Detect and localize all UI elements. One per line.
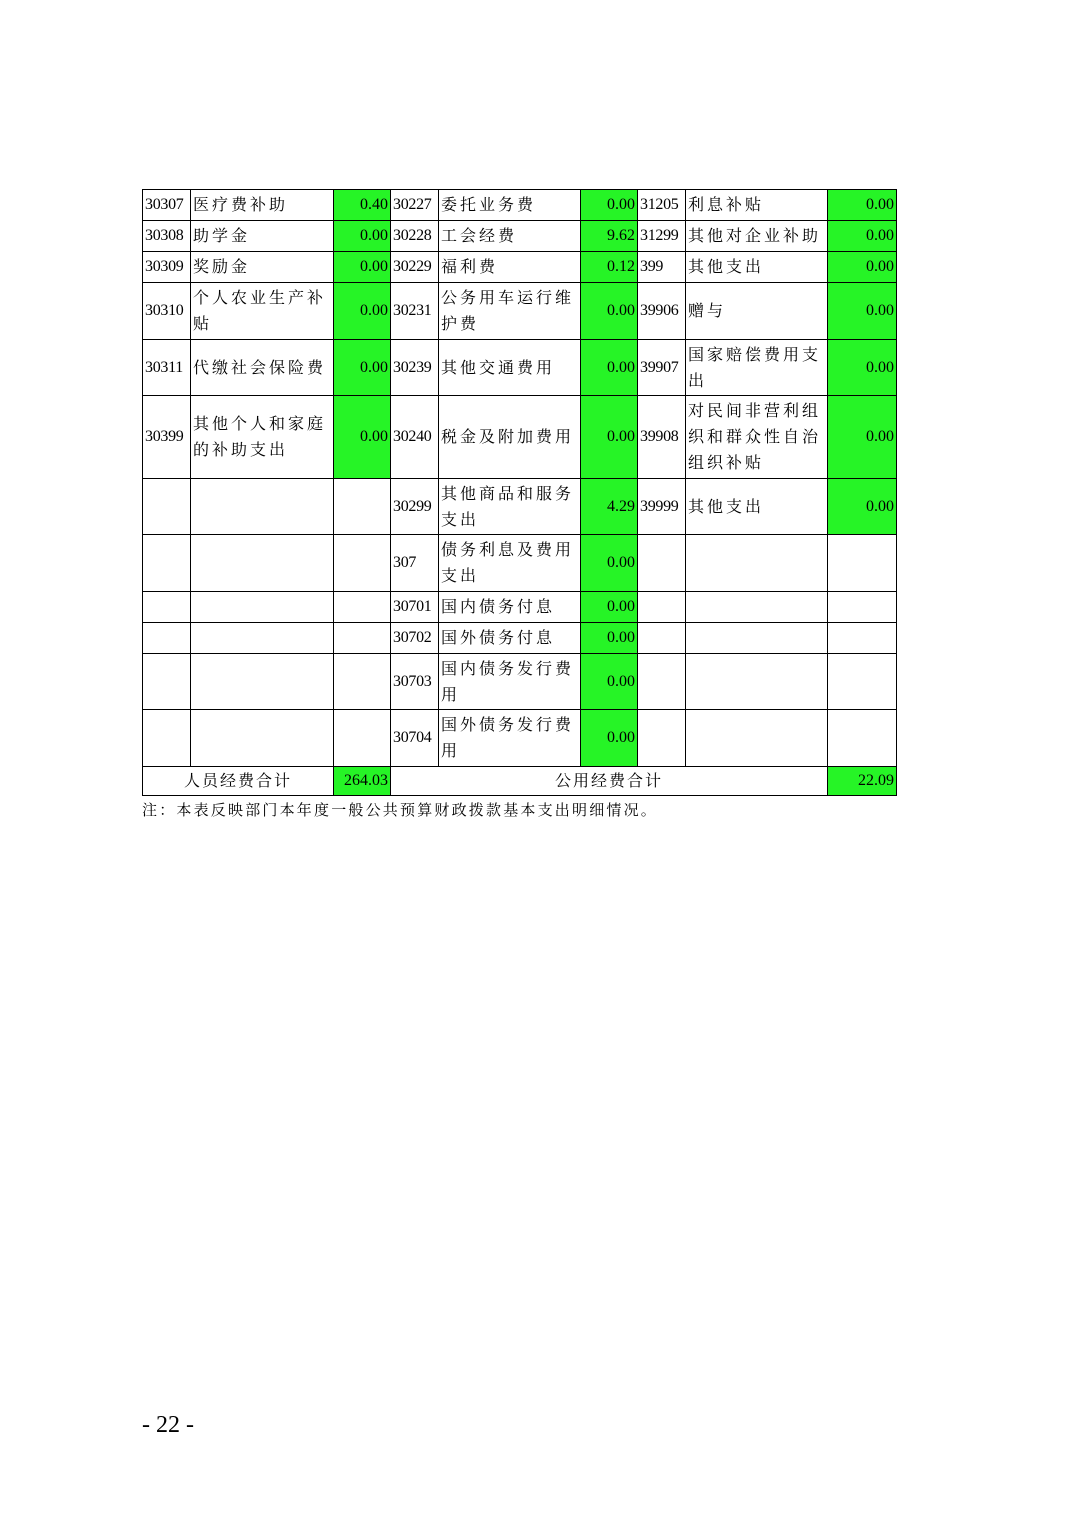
item-code: 30702: [391, 623, 439, 654]
item-amount: 0.00: [581, 623, 638, 654]
item-amount: 0.00: [828, 252, 897, 283]
item-name: 医疗费补助: [191, 190, 334, 221]
item-amount: [828, 654, 897, 710]
item-code: [143, 623, 191, 654]
item-amount: 0.40: [334, 190, 391, 221]
item-code: 399: [638, 252, 686, 283]
item-name: 国内债务付息: [439, 592, 581, 623]
item-name: [191, 479, 334, 535]
budget-detail-table: [142, 189, 897, 796]
item-code: [638, 592, 686, 623]
item-code: 30239: [391, 340, 439, 396]
item-code: 30299: [391, 479, 439, 535]
item-code: [638, 623, 686, 654]
table-row: [143, 283, 897, 340]
item-name: 其他交通费用: [439, 340, 581, 396]
table-row: [143, 535, 897, 592]
personnel-total-value: 264.03: [334, 767, 391, 796]
item-code: 39906: [638, 283, 686, 340]
item-name: 国家赔偿费用支出: [686, 340, 828, 396]
item-code: [143, 654, 191, 710]
item-amount: [828, 623, 897, 654]
public-total-label: 公用经费合计: [391, 767, 828, 796]
item-code: 30229: [391, 252, 439, 283]
item-amount: 0.00: [581, 710, 638, 767]
public-total-value: 22.09: [828, 767, 897, 796]
item-name: 国外债务发行费用: [439, 710, 581, 767]
item-code: 307: [391, 535, 439, 592]
item-amount: 0.12: [581, 252, 638, 283]
table-row: [143, 221, 897, 252]
item-code: 31299: [638, 221, 686, 252]
item-name: 税金及附加费用: [439, 396, 581, 479]
item-name: [686, 710, 828, 767]
item-code: [143, 710, 191, 767]
item-name: [686, 623, 828, 654]
item-amount: 0.00: [828, 190, 897, 221]
item-amount: 0.00: [581, 190, 638, 221]
item-amount: 0.00: [581, 654, 638, 710]
item-name: [191, 710, 334, 767]
item-name: 委托业务费: [439, 190, 581, 221]
item-name: 国内债务发行费用: [439, 654, 581, 710]
table-row: [143, 623, 897, 654]
item-amount: [334, 710, 391, 767]
item-name: 债务利息及费用支出: [439, 535, 581, 592]
item-name: 个人农业生产补贴: [191, 283, 334, 340]
item-amount: [334, 623, 391, 654]
page-number: - 22 -: [142, 1412, 194, 1438]
item-code: [638, 654, 686, 710]
item-name: 其他个人和家庭的补助支出: [191, 396, 334, 479]
item-code: 30309: [143, 252, 191, 283]
table-row: [143, 654, 897, 710]
item-amount: [828, 592, 897, 623]
item-name: 其他支出: [686, 479, 828, 535]
totals-row: [143, 767, 897, 796]
item-name: 奖励金: [191, 252, 334, 283]
item-name: 工会经费: [439, 221, 581, 252]
item-code: 39907: [638, 340, 686, 396]
item-amount: 0.00: [828, 283, 897, 340]
item-amount: [828, 535, 897, 592]
item-amount: 0.00: [581, 535, 638, 592]
item-name: [191, 592, 334, 623]
item-code: 30307: [143, 190, 191, 221]
item-name: [191, 654, 334, 710]
item-name: [191, 623, 334, 654]
item-amount: 0.00: [581, 340, 638, 396]
table-row: [143, 190, 897, 221]
item-code: 39999: [638, 479, 686, 535]
item-code: 30399: [143, 396, 191, 479]
table-row: [143, 710, 897, 767]
item-code: 30227: [391, 190, 439, 221]
item-amount: [828, 710, 897, 767]
item-amount: 0.00: [581, 592, 638, 623]
item-amount: 0.00: [581, 396, 638, 479]
personnel-total-label: 人员经费合计: [143, 767, 334, 796]
item-code: 30228: [391, 221, 439, 252]
item-code: 30310: [143, 283, 191, 340]
item-name: [686, 535, 828, 592]
item-amount: 0.00: [828, 396, 897, 479]
item-amount: [334, 479, 391, 535]
item-name: 福利费: [439, 252, 581, 283]
table-row: [143, 592, 897, 623]
item-code: 30704: [391, 710, 439, 767]
item-code: 30231: [391, 283, 439, 340]
item-code: 30703: [391, 654, 439, 710]
item-code: [143, 479, 191, 535]
table-note: 注：本表反映部门本年度一般公共预算财政拨款基本支出明细情况。: [142, 801, 659, 819]
item-code: 30240: [391, 396, 439, 479]
item-name: [686, 592, 828, 623]
item-code: [638, 710, 686, 767]
item-amount: [334, 654, 391, 710]
item-code: [143, 535, 191, 592]
item-name: 其他商品和服务支出: [439, 479, 581, 535]
item-amount: 0.00: [334, 221, 391, 252]
table-row: [143, 396, 897, 479]
item-code: [638, 535, 686, 592]
item-amount: 0.00: [334, 396, 391, 479]
item-name: 公务用车运行维护费: [439, 283, 581, 340]
table-row: [143, 479, 897, 535]
item-amount: 4.29: [581, 479, 638, 535]
item-name: 代缴社会保险费: [191, 340, 334, 396]
item-code: 39908: [638, 396, 686, 479]
item-amount: 0.00: [828, 221, 897, 252]
item-amount: 9.62: [581, 221, 638, 252]
item-code: 30308: [143, 221, 191, 252]
item-code: 31205: [638, 190, 686, 221]
item-name: 利息补贴: [686, 190, 828, 221]
item-name: 其他支出: [686, 252, 828, 283]
item-name: [686, 654, 828, 710]
item-amount: 0.00: [828, 479, 897, 535]
item-name: 对民间非营利组织和群众性自治组织补贴: [686, 396, 828, 479]
item-amount: 0.00: [334, 252, 391, 283]
item-amount: 0.00: [581, 283, 638, 340]
item-code: 30701: [391, 592, 439, 623]
item-name: [191, 535, 334, 592]
item-amount: [334, 592, 391, 623]
item-amount: 0.00: [334, 283, 391, 340]
table-row: [143, 252, 897, 283]
item-amount: 0.00: [334, 340, 391, 396]
table-row: [143, 340, 897, 396]
item-amount: 0.00: [828, 340, 897, 396]
item-code: 30311: [143, 340, 191, 396]
item-amount: [334, 535, 391, 592]
item-name: 国外债务付息: [439, 623, 581, 654]
item-name: 赠与: [686, 283, 828, 340]
item-code: [143, 592, 191, 623]
item-name: 助学金: [191, 221, 334, 252]
item-name: 其他对企业补助: [686, 221, 828, 252]
